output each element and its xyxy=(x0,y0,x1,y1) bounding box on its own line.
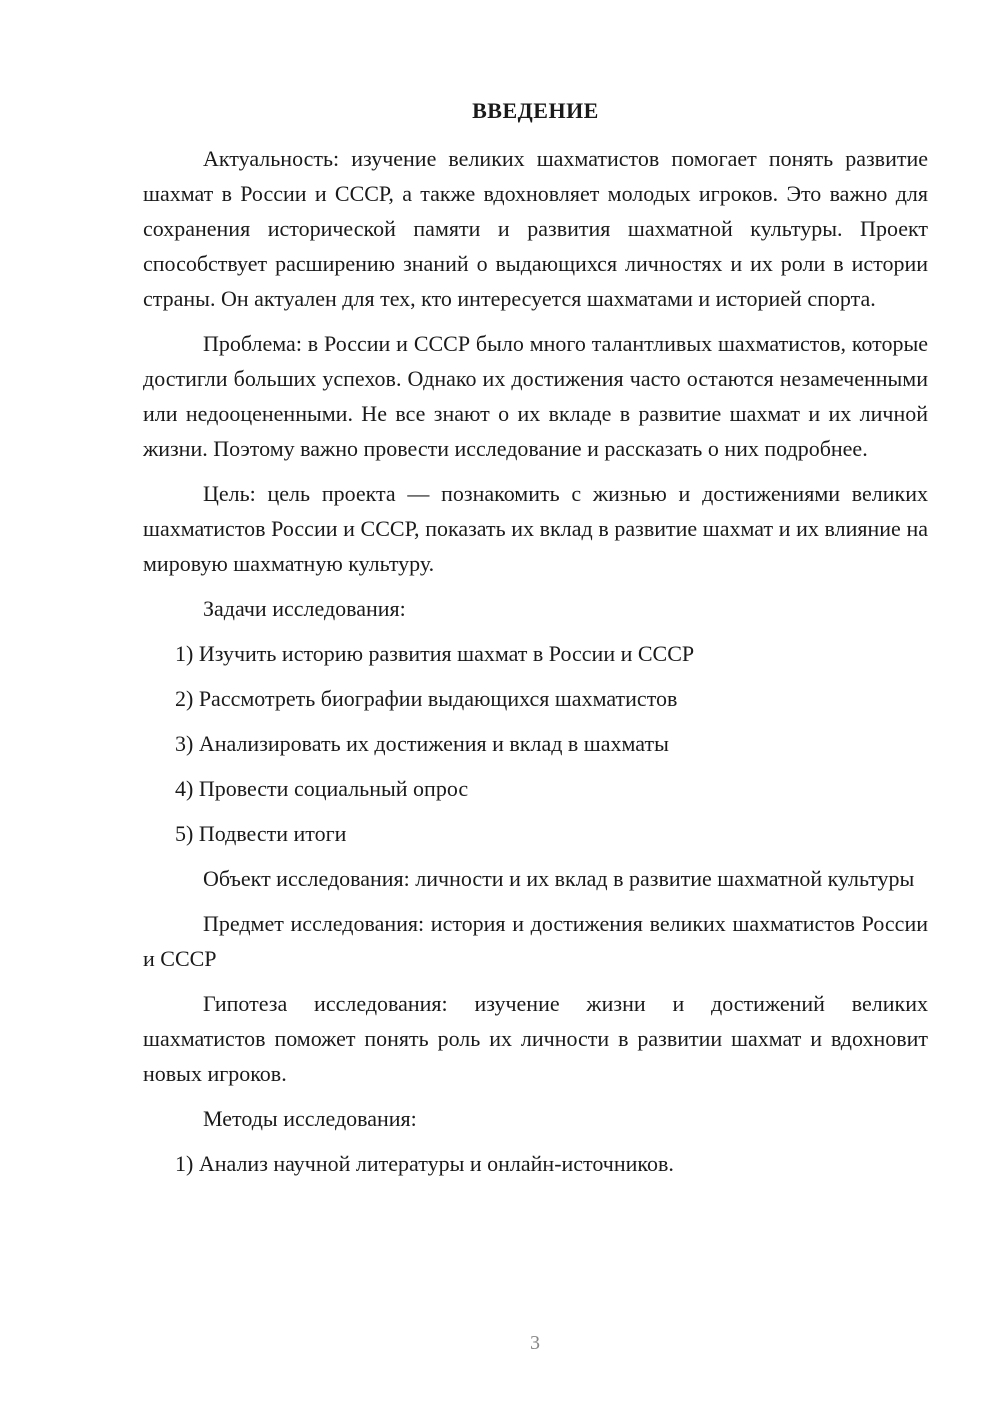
paragraph-relevance: Актуальность: изучение великих шахматистов помогает понять развитие шахмат в России и СССР, а также вдохновляет молодых игроков. Это важно для сохранения исторической памяти и развития шахматной культуры. Проект способствует расширению знаний о выдающихся личностях и их роли в истории страны. Он актуален для тех, кто интересуется шахматами и историей спорта. xyxy=(143,146,928,311)
list-item: 5) Подвести итоги xyxy=(175,821,347,846)
page-title: ВВЕДЕНИЕ xyxy=(472,98,599,123)
paragraph-problem: Проблема: в России и СССР было много талантливых шахматистов, которые достигли больших успехов. Однако их достижения часто остаются незамеченными или недооцененными. Не все знают о их вкладе в развитие шахмат и их личной жизни. Поэтому важно провести исследование и рассказать о них подробнее. xyxy=(143,331,928,461)
tasks-heading: Задачи исследования: xyxy=(203,596,406,621)
list-item: 3) Анализировать их достижения и вклад в шахматы xyxy=(175,731,669,756)
list-item: 1) Изучить историю развития шахмат в России и СССР xyxy=(175,641,695,666)
methods-heading: Методы исследования: xyxy=(203,1106,417,1131)
page-number: 3 xyxy=(530,1332,540,1354)
paragraph-object: Объект исследования: личности и их вклад в развитие шахматной культуры xyxy=(203,866,915,891)
document-page xyxy=(143,96,928,1191)
paragraph-hypothesis: Гипотеза исследования: изучение жизни и достижений великих шахматистов поможет понять роль их личности в развитии шахмат и вдохновит новых игроков. xyxy=(143,991,928,1086)
paragraph-goal: Цель: цель проекта — познакомить с жизнью и достижениями великих шахматистов России и СССР, показать их вклад в развитие шахмат и их влияние на мировую шахматную культуру. xyxy=(143,481,928,576)
list-item: 2) Рассмотреть биографии выдающихся шахматистов xyxy=(175,686,678,711)
paragraph-subject: Предмет исследования: история и достижения великих шахматистов России и СССР xyxy=(143,911,928,971)
list-item: 1) Анализ научной литературы и онлайн-источников. xyxy=(175,1151,674,1176)
methods-list xyxy=(143,1146,928,1181)
tasks-list xyxy=(143,636,928,851)
list-item: 4) Провести социальный опрос xyxy=(175,776,469,801)
